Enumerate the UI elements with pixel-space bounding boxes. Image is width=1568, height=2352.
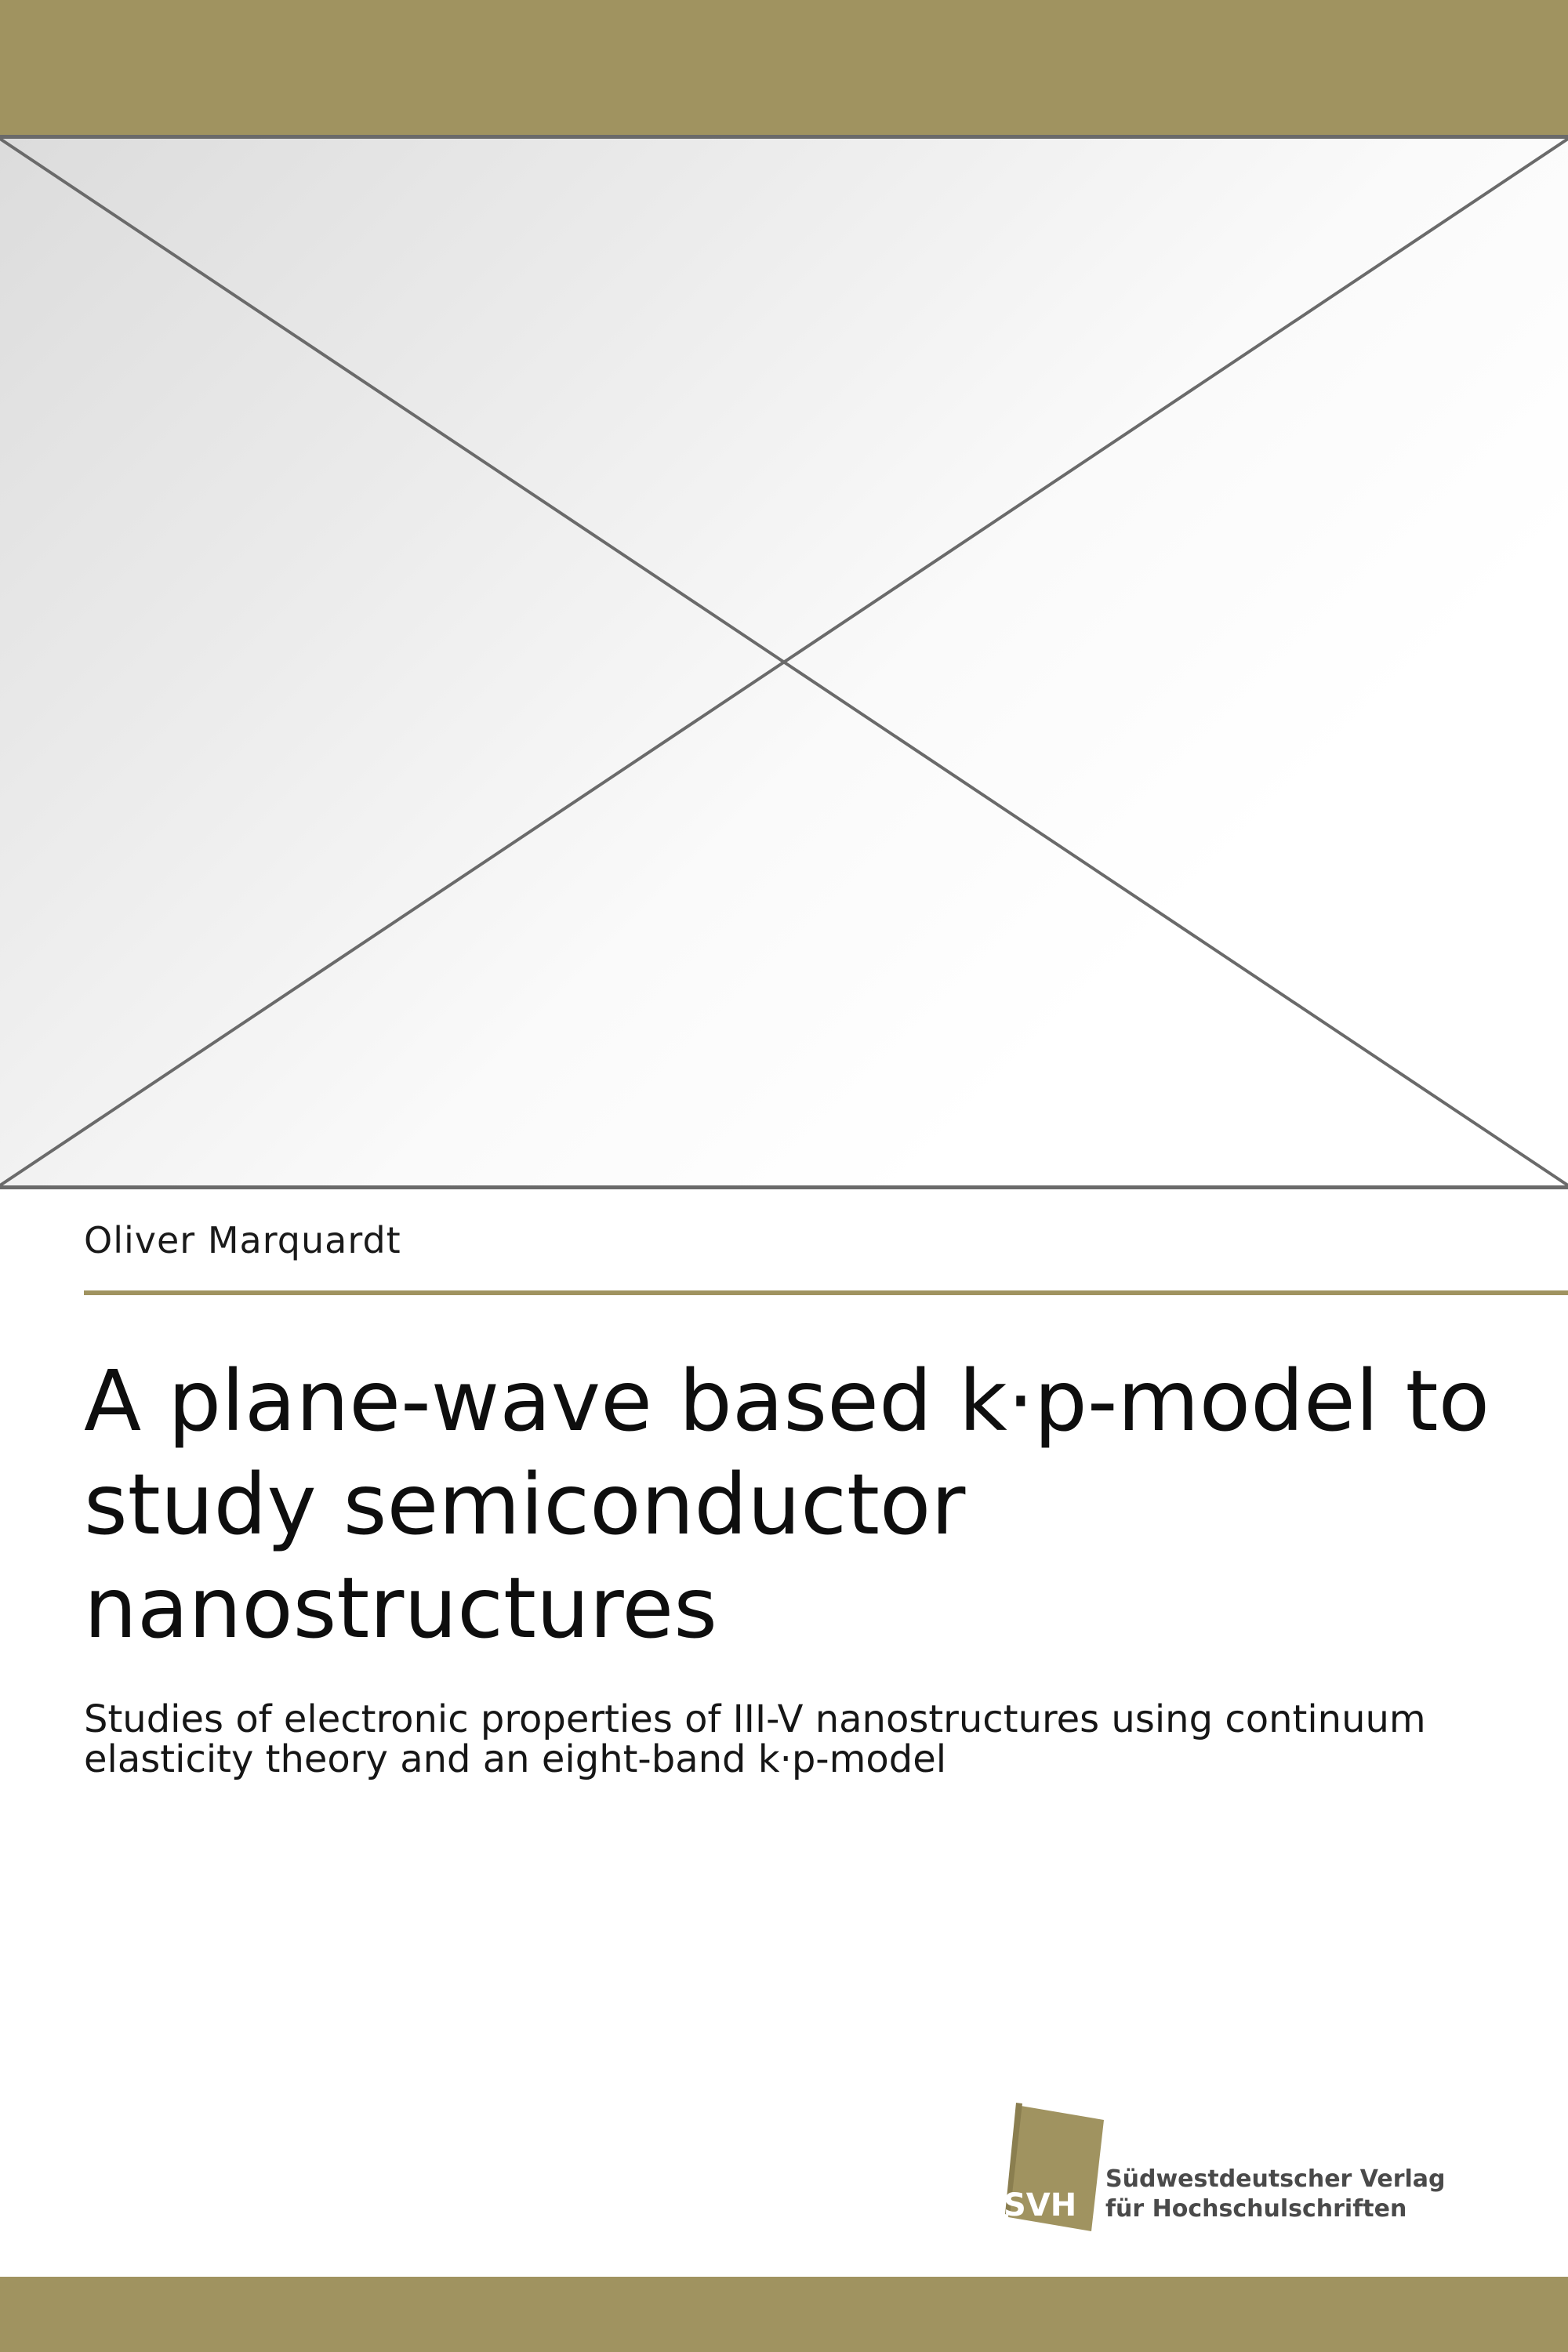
author-divider <box>84 1290 1568 1295</box>
svg-text:SVH: SVH <box>1004 2187 1077 2223</box>
book-title: A plane-wave based k·p-model to study semiconductor nanostructures <box>84 1353 1490 1657</box>
publisher-name-line1: Südwestdeutscher Verlag <box>1105 2165 1446 2193</box>
book-subtitle: Studies of electronic properties of III-V nanostructures using continuum elasticity theory and an eight-band k·p-model <box>84 1697 1426 1781</box>
top-color-band <box>0 0 1568 135</box>
publisher-name <box>1105 2165 1446 2224</box>
placeholder-cross-icon <box>0 139 1568 1185</box>
author-name: Oliver Marquardt <box>84 1219 401 1261</box>
publisher-name-line2: für Hochschulschriften <box>1105 2195 1407 2223</box>
svh-book-icon <box>1004 2100 1105 2233</box>
publisher-logo <box>1004 2100 1446 2233</box>
bottom-color-band <box>0 2277 1568 2352</box>
cover-image-placeholder <box>0 135 1568 1189</box>
